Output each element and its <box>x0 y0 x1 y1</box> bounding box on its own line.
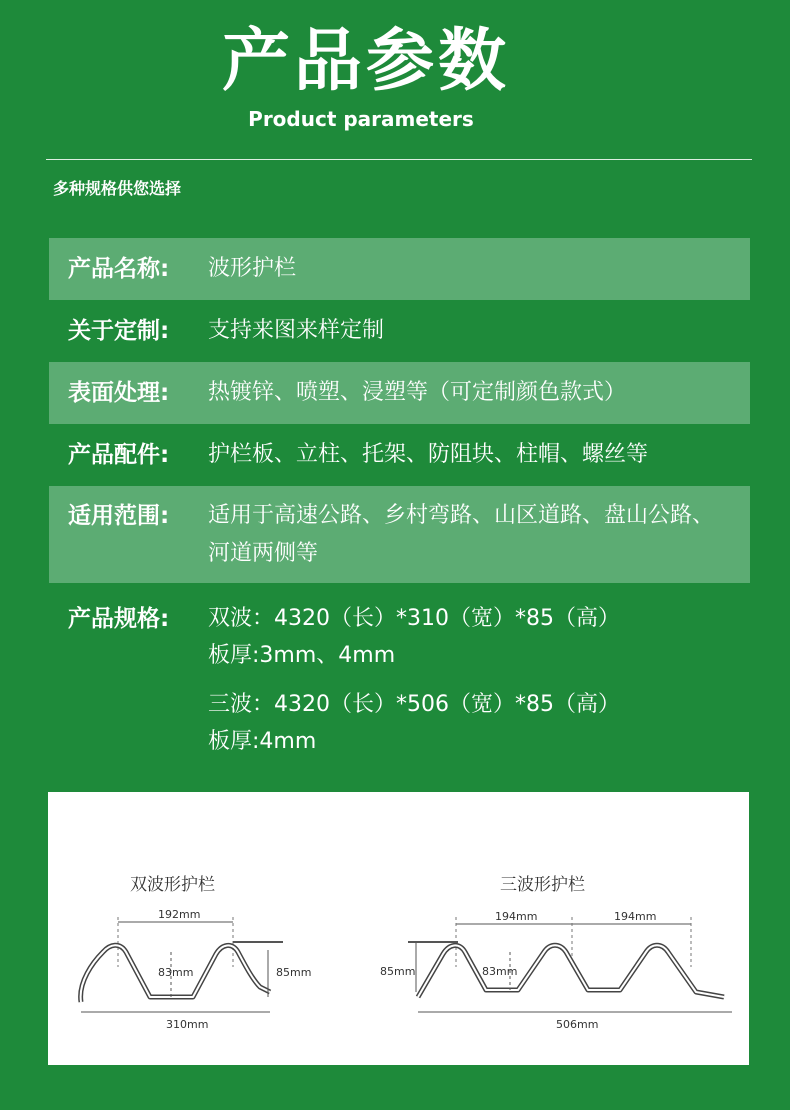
intro-text: 多种规格供您选择 <box>53 179 182 198</box>
double-depth-label: 83mm <box>158 966 194 979</box>
double-diagram-title: 双波形护栏 <box>130 875 215 895</box>
spec-double-size: 双波：4320（长）*310（宽）*85（高） <box>208 606 620 631</box>
param-label: 产品规格: <box>68 606 170 632</box>
param-value: 支持来图来样定制 <box>208 318 385 343</box>
triple-wave-profile <box>418 945 724 997</box>
param-row-surface <box>49 362 750 424</box>
param-row-spec <box>49 600 750 770</box>
param-label: 产品配件: <box>68 442 170 468</box>
spec-triple-size: 三波：4320（长）*506（宽）*85（高） <box>208 692 620 717</box>
profile-diagram-svg <box>48 792 749 1065</box>
triple-diagram-title: 三波形护栏 <box>500 875 585 895</box>
param-label: 适用范围: <box>68 503 170 529</box>
triple-top-width-left-label: 194mm <box>495 910 538 923</box>
param-value: 护栏板、立柱、托架、防阻块、柱帽、螺丝等 <box>208 442 649 467</box>
param-value: 热镀锌、喷塑、浸塑等（可定制颜色款式） <box>208 380 627 405</box>
header-divider <box>46 159 752 160</box>
param-value: 适用于高速公路、乡村弯路、山区道路、盘山公路、河道两侧等 <box>208 503 715 566</box>
triple-height-label: 85mm <box>380 965 416 978</box>
page-subtitle: Product parameters <box>248 107 474 131</box>
param-label: 表面处理: <box>68 380 170 406</box>
param-row-scope <box>49 486 750 583</box>
param-row-custom <box>49 301 750 361</box>
triple-bottom-width-label: 506mm <box>556 1018 599 1031</box>
param-label: 关于定制: <box>68 318 170 344</box>
triple-depth-label: 83mm <box>482 965 518 978</box>
profile-diagram <box>48 792 749 1065</box>
param-row-accessories <box>49 425 750 485</box>
double-top-width-label: 192mm <box>158 908 201 921</box>
param-row-name <box>49 238 750 300</box>
page-title: 产品参数 <box>221 22 510 101</box>
double-bottom-width-label: 310mm <box>166 1018 209 1031</box>
param-label: 产品名称: <box>68 256 170 282</box>
spec-double-thickness: 板厚:3mm、4mm <box>208 643 396 668</box>
double-height-label: 85mm <box>276 966 312 979</box>
spec-values <box>208 600 750 760</box>
triple-top-width-right-label: 194mm <box>614 910 657 923</box>
param-value: 波形护栏 <box>208 256 297 281</box>
spec-triple-thickness: 板厚:4mm <box>208 729 317 754</box>
